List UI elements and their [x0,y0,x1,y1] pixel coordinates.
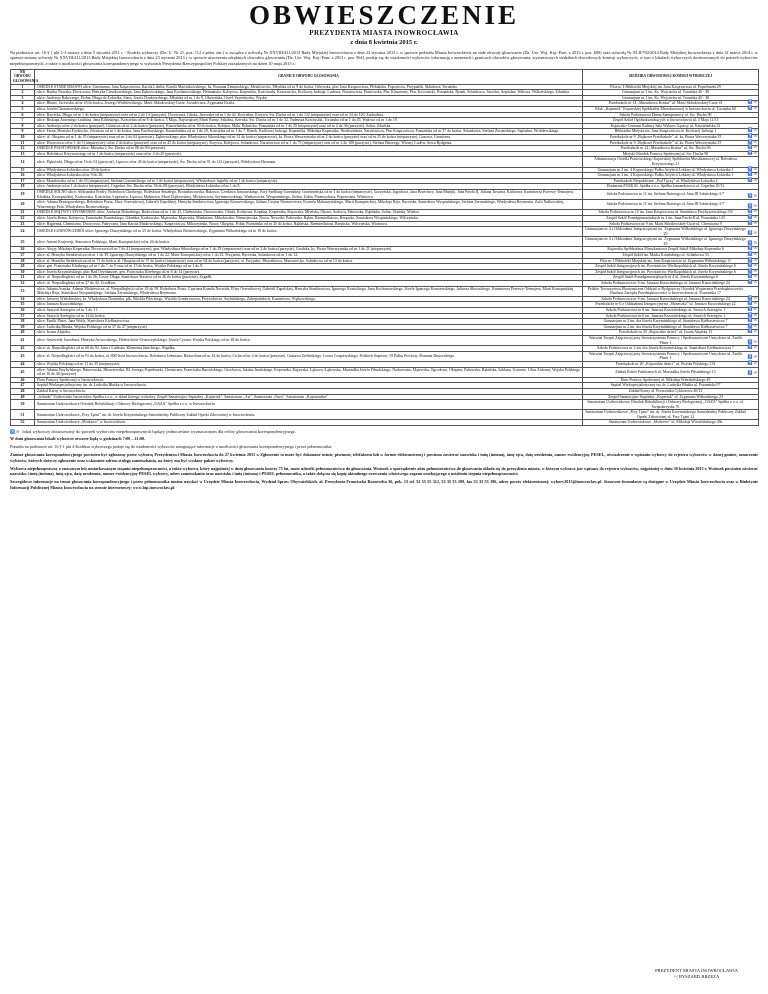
table-row [11,157,759,167]
district-boundaries: ulice: Farna, Henryka Frydrycha, Górnicza od nr 1 do końca, Jana Pawłowskiego, Kasztelańska od nr 1 do 29, Kościelna od nr 1 do 7, Rynek, Królowej Jadwigi, Kopernika, Mikołaja Kopernika, Niedźwiedzia, Narutowicza, Plac Kasprowicza, Poznańska od nr 37 do końca, Solankowa, Stefana Żeromskiego, Szpitalna, Wróblewskiego. [35,129,583,135]
table-body [11,84,759,425]
accessibility-icon: ♿ ✉ [747,208,757,214]
accessibility-icon: ♿ ✉ [747,328,757,334]
header-district-boundaries: GRANICE OBWODU GŁOSOWANIA [35,69,583,84]
district-boundaries: ulica: Bolesława Krzywoustego od nr 1 do końca (nieparzyste) oraz od nr 2 do 20 (parzyste). [35,151,583,157]
commission-seat [583,420,759,426]
district-number: 24 [11,227,35,237]
district-boundaries: OSIEDLE MĄTWY I MYŚMIORZE ulice: Andrzeja Dobrakiego, Budowlana od nr 1 do 43, Chełmińska, Chorzowska, Glinki, Kolejowa, Kopalna, Kopernika, Kujawska, Młyńska, Okrzei, Sodowa, Pakowska, Rąbińska, Solna, Ułańska, Miedza. [35,210,583,216]
table-row [11,400,759,410]
district-number: 8 [11,123,35,129]
district-boundaries: ulice: Adama Asnyka, Adama Mickiewicza, al. Niepodległości od nr 43 do 59, Bolesława Prusa, Cypriana Kamila Norwida, Elizy Orzeszkowej, Gabrieli Zapolskiej, Henryka Sienkiewicza, Ignacego Krasickiego, Jana Kochanowskiego, Józefa Ignacego Kraszewskiego, Juliusza Słowackiego, Kazimierza Przerwy-Tetmajera, Marii Konopnickiej, Mikołaja Reja, Stanisława Wyspiańskiego, Stefana Żeromskiego, Władysława Reymonta. [35,286,583,296]
commission-seat [583,157,759,167]
commission-seat-text: Gimnazjum nr 4 z Oddziałami Integracyjnymi im. Zygmunta Wilkońskiego ul. Ignacego Daszyńskiego 29 [585,227,746,236]
commission-seat-text: Zakład Robót Publicznych ul. Marszałka Józefa Piłsudskiego 13 [615,369,716,374]
district-number: 30 [11,269,35,275]
commission-seat-text: Administracja Osiedla Piastowskiego Kujawskiej Spółdzielni Mieszkaniowej ul. Bolesława Krzywoustego 21 [594,157,737,166]
commission-seat [583,286,759,296]
commission-seat-text: Szkoła Podstawowa nr 11 im. Stefana Batorego ul. Jana III Sobieskiego 5/7 [606,192,725,197]
table-row [11,410,759,420]
accessibility-icon: ♿ ✉ [747,251,757,257]
legend-text: lokal wyborczy dostosowany do potrzeb wyborców niepełnosprawnych będący jednocześnie wyznaczonym dla celów głosowania korespondencyjnego. [22,429,297,435]
commission-seat [583,227,759,237]
accessibility-icon: ♿ ✉ [747,229,757,235]
district-boundaries: OSIEDLE ŁUBNÓW/ZDRÓJ ulice: Ignacego Daszyńskiego od nr 25 do końca, Władysława Broniewskiego, Zygmunta Wilkońskiego od nr 10 do końca. [35,227,583,237]
district-boundaries: Sanatorium Uzdrowiskowe „Przy Tężni” im. dr. Józefa Krzymińskiego Samodzielny Publiczny Zakład Opieki Zdrowotnej w Inowrocławiu. [35,410,583,420]
district-boundaries: ulice: Dąbrówki, Długa od nr 16 do 52 (parzyste), Lipowa od nr 45 do końca (nieparzyste), Św. Ducha od nr 91 do 122 (parzyste), Władysława Hermana. [35,157,583,167]
district-number: 32 [11,281,35,287]
district-number: 17 [11,178,35,184]
table-row [11,335,759,345]
district-boundaries: ulice: Andrzeja od nr 1 do końca (nieparzyste), Cegielna, Św. Ducha od nr 56 do 88 (parzyste), Władysława Łokietka od nr 1 do 8. [35,184,583,190]
commission-seat-text: Kujawsko-Centrum Kultury Sala Wyboru Gąsawy ul. Kasztelańska 22 [610,123,721,128]
accessibility-icon: ♿ ✉ [747,273,757,279]
district-boundaries: ulice: Antoni Krajewsji, Starostwa Polskiego, Marii Konopnickiej od nr 24 do końca. [35,237,583,247]
district-boundaries: ulice: Jaśwery Wielobitskiej, ks. Władysława Dominika, plk. Witolda Pileckiego, Witolda Gombrowicza, Przyrodnicze, Szybińskiego, Zakopiańskich, Kazimierza, Wątkowskiego. [35,296,583,302]
commission-seat-text: Zespół Szkół Ponadgimnazjalnych nr 4 ul. Józefa Krzymińskiego 6 [613,275,718,280]
announcement-date: z dnia 8 kwietnia 2015 r. [350,39,418,46]
accessibility-icon: ♿ ✉ [747,165,757,171]
commission-seat-text: Przedszkole nr 6 z Oddziałami Integracyjnymi „Słoneczko” ul. Janusza Kusocińskiego 22 [595,302,736,307]
commission-seat-text: Filia nr 1 Biblioteki Miejskiej im. Jana Kasprowicza ul. Zygmunta Wilkońskiego 11 [600,258,731,263]
commission-seat-text: Szkoła Podstawowa nr 6 im. Janusza Kusocińskiego ul. Szarych Szeregów 1 [605,313,726,318]
polling-districts-table [10,69,759,426]
district-boundaries: ulice: Błonie, Jacewska od nr 43 do końca, Jerzego Wróblewskiego, Marii Skłodowskiej-Curie, Świadectwa, Zygmunta Krafta. [35,101,583,107]
district-number: 15 [11,167,35,173]
district-boundaries: ulice: Emilii Plater, Jana Wolfa, Stanisława Kiełbasiewicza. [35,319,583,325]
district-number: 42 [11,346,35,352]
accessibility-icon: ♿ ✉ [747,133,757,139]
commission-seat-text: Drukarnia POZKAL Spółka z o.o. Spółka komandytowa ul. Cegielna 10/12 [606,184,725,189]
commission-seat-text: Zespół Szkół Ponadgimnazjalnych nr 2 im. Jana Pawła II ul. Poznańska 143 [606,215,725,220]
commission-seat-text: Przedszkole nr 9 „Bajkowe Przedszkole” ul. ks. Piotra Wawrzyniaka 15 [609,135,722,140]
note-paragraph: Szczegółowe informacje na temat głosowania korespondencyjnego i przez pełnomocnika można uzyskać w Urzędzie Miasta Inowrocławia, Wydział Spraw Obywatelskich, al. Prezydenta Franciszka Roosevelta 36, pok. 13 tel. 52 35 55 312, 52 35 55 209, fax 52 35 55 396, adres poczty elektronicznej: wybory2015@inowroclaw.pl. Stosowne formularze są dostępne w Urzędzie Miasta Inowrocławia oraz w Biuletynie Informacji Publicznej Miasta Inowrocławia na stronie internetowej: www.bip.inowroclaw.pl [10,479,758,490]
commission-seat-text: Gimnazjum nr 3 im. 4 Kujawskiego Pułku Artylerii Lekkiej ul. Władysława Łokietka 1 [597,173,734,178]
district-number: 12 [11,146,35,152]
accessibility-icon: ♿ ✉ [747,279,757,285]
table-header-row [11,69,759,84]
notes-section [10,436,758,490]
district-boundaries: OSIEDLE SOLNO ulice: Aleksandra Fredry, Bolesława Chrobrego, Bolesława Śmiałego, Bronisławowska, Bukowa, Czesława Janczarskiego, Ewy Szelburg-Zarembiny, Gnieźnieńska od nr 1 do końca (nieparzyste), Gorzyńska, Jagodowa, Jana Brzechwy, Jana Matejki, Jana Pawła II, Juliana Tuwima, Kalinowa, Kazimierza Przerwy-Tetmajera, Kłodzka, Konopnickiej, Krakowska, Kościelna, Legionów, Lipowa, Malinowa, Marii Dąbrowskiej, Mickiewicza, Szymanowskiego, Wańkowicza, Wyspiańskiego, Zielna, Żabia, Przemysława, Poprzeczna, Wiśniowa. [35,189,583,199]
district-boundaries: ulice: Bartka Nowaka, Dworcowa, Henryka Cieszkowskiego, Jana Dąbrowskiego, Jana Kochanowskiego, Hetmańska, Kolejowa, Kopernika, Kościuszki, Kruszwicka, Królowej Jadwigi, Ludowa, Narutowicza, Piastowska, Plac Klasztorny, Plac Kościuszki, Poznańska, Rynek, Solankowa, Szeroka, Szpitalna, Wałowa, Wilkońskiego, Zduńska. [35,90,583,96]
accessibility-icon: ♿ ✉ [747,300,757,306]
commission-seat-text: Zespół Szkół Integracyjnych im. Powstańców Wielkopolskich ul. Józefa Krzymińskiego 6 [595,269,736,274]
accessibility-icon: ♿ ✉ [747,344,757,350]
signature-block [655,968,738,980]
district-number: 11 [11,140,35,146]
table-row [11,227,759,237]
district-number: 26 [11,247,35,253]
table-row [11,237,759,247]
district-number: 5 [11,107,35,113]
district-boundaries: ulice: Dworcowa od nr 1 do 5 (nieparzyste), od nr 2 do końca (parzyste) oraz od nr 45 do końca (nieparzyste), Krzywa, Kolejowa, Solankowa, Narutowicza od nr 1 do 75 (nieparzyste) oraz od nr 2 do 100 (parzyste), Stefana Batorego, Wiosny Ludów, Sowa Rydgenta. [35,140,583,146]
district-number: 16 [11,173,35,179]
commission-seat-text: Przedszkole nr 14 „Mazurkowa Kraina” ul. Św. Ducha 90 [620,146,711,151]
accessibility-icon: ♿ ✉ [747,245,757,251]
district-boundaries: ulica: Józefa Chrzanowskiego. [35,107,583,113]
district-boundaries: ulice: Józefa Krzymińskiego, plac Bad Oeynhausen, gen. Franciszka Kleeberga od nr 8 do 14 (parzyste). [35,269,583,275]
accessibility-icon: ♿ ✉ [747,219,757,225]
district-boundaries: ulice: ul. Niepodległości od nr 1 do 26, Cestry Długa, Stanisława Staszica od nr 46 do końca (parzyste), Żegadłi. [35,275,583,281]
table-row [11,351,759,361]
accessibility-icon: ♿ ✉ [747,311,757,317]
district-number: 47 [11,383,35,389]
district-number: 4 [11,101,35,107]
district-boundaries: ulice: Barcicka, Długa od nr 1 do końca (nieparzyste) oraz od nr 2 do 14 (parzyste), Dworcowa, Gliska, Jacewska od nr 1 do 42, Kościelna, Krzywa, Św. Ducha od nr 1 do 122 (nieparzyste) oraz od nr 34 do 120, Zachodnia. [35,112,583,118]
commission-seat-text: Polskie Towarzystwo Ekonomiczne Oddział w Bydgoszczy Ośrodek Wspierania Przedsiębiorczości Fundusz Zarządu Przedsiębiorczości w Inowrocławiu ul. Poznańska 17 [587,286,744,296]
accessibility-icon: ♿ ✉ [747,138,757,144]
accessibility-icon: ♿ ✉ [747,127,757,133]
district-boundaries: ulica: Władysława Łokietka od nr 29 do końca. [35,167,583,173]
commission-seat-text: Szkoła Podstawowa nr 6 im. Janusza Kusocińskiego ul. Janusza Kusocińskiego 24 [601,296,730,301]
district-boundaries: ulice: gen. Franciszka Kleeberga od nr 1 do 7, nr 9 oraz od nr 15 do końca, Wojska Polskiego od nr 1 do 9. [35,264,583,270]
district-number: 20 [11,200,35,210]
district-boundaries: ulice: ul. Niepodległości od nr 27 do 42, Grodków. [35,281,583,287]
district-boundaries: ulice: Bagienna, Chemiczna, Dworcowa, Fabryczna, Jana Karola Matkowskiego, Kasprowicza, Mikorzyńska, Nowa, Okrężna, Polna, Poznańska od nr 45 do końca, Rąbińska, Rzemieślnicza, Rzepicka, Wilczyńska, Wiatrowa. [35,221,583,227]
accessibility-icon: ♿ ✉ [747,171,757,177]
district-number: 21 [11,210,35,216]
commission-seat-text: Przedszkole nr 20 „Kujawskie dzieci” ul. Wojska Polskiego 134 [615,361,716,366]
commission-seat-text: Szkoła Podstawowa Domu Samopomocy ul. Św. Ducha 90 [619,112,712,117]
district-number: 45 [11,367,35,377]
accessibility-icon: ♿ ✉ [747,149,757,155]
district-number: 27 [11,253,35,259]
district-boundaries: ulice: al. Henryka Sienkiewicza od nr 71 do końca, al. Okrężna od nr 37 do końca (nieparzyste) oraz od nr 64 do końca (parzyste), al. Przyjaźni, Bławatkowa, Mazowiecka, Solankowa od nr 13 do końca. [35,258,583,264]
table-row [11,189,759,199]
district-number: 19 [11,189,35,199]
commission-seat-text: Zespół Szkół Ogólnokształcących w Inowrocławiu ul. 3 Maja 11/13 [612,118,719,123]
commission-seat-text: Szkoła Podstawowa nr 6 im. Janusza Kusocińskiego ul. Janusza Kusocińskiego 24 [601,281,730,286]
commission-seat-text: Gimnazjum nr 1 im. Ks. Wojciecha ul. Toruńska 40 - 48 [621,95,710,100]
district-boundaries: ulice: Marulewska od nr 1 do 33 (nieparzyste), Stefana Czarnieckiego od nr 1 do końca (nieparzyste), Władysława Jagiełły od nr 1 do końca (nieparzyste). [35,178,583,184]
commission-seat [583,400,759,410]
district-boundaries: ulice: al. Henryka Sienkiewicza od nr 1 do 39, Ignacego Daszyńskiego od nr 1 do 22, Marii Konopnickiej od nr 1 do 23, Przyjaźni, Rycerska, Solankowa od nr 1 do 12. [35,253,583,259]
district-number: 2 [11,90,35,96]
accessibility-icon: ♿ ✉ [747,354,757,360]
district-number: 40 [11,330,35,336]
commission-seat-text: Szpital Wielospecjalistyczny im. dr. Ludwika Błażka ul. Poznańska 97 [610,383,721,388]
accessibility-icon: ♿ ✉ [747,256,757,262]
accessibility-icon: ♿ ✉ [747,262,757,268]
district-number: 51 [11,410,35,420]
district-number: 23 [11,221,35,227]
announcement-page [10,0,758,979]
commission-seat [583,410,759,420]
district-number: 29 [11,264,35,270]
commission-seat-text: Szkoła Podstawowa nr 11 im. Stefana Batorego ul. Jana III Sobieskiego 5/7 [606,202,725,207]
commission-seat-text: Szkoła Podstawowa nr 10 im. Jana Kasprowicza ul. Stanisława Przybyszewskiego 5/6 [598,210,733,215]
district-boundaries: ulice: ul. Okrężna od nr 1 do 35 (nieparzyste) oraz od nr 2 do 62 (parzyste), Dąbrowskiego, plac Władysława Sikorskiego od nr 31 do końca (nieparzyste), ks. Piotra Wawrzyniaka od nr 2 do końca (parzyste) oraz od nr 23 do końca (nieparzyste), Gazowa, Graniczna. [35,135,583,141]
district-number: 52 [11,420,35,426]
commission-seat-text: Przedszkole nr 20 „Kujawskie dzieci” ul. Iwana Akęteka 13 [618,330,713,335]
district-number: 33 [11,286,35,296]
accessibility-icon: ♿ ✉ [747,213,757,219]
header-district-number: NR OBWODU GŁOSOWANIA [11,69,35,84]
district-boundaries: ulica: Wojska Polskiego od nr 11 do 35 (nieparzyste). [35,361,583,367]
note-paragraph: Wyborca niepełnosprawny o znacznym lub umiarkowanym stopniu niepełnosprawności, a także wyborca, który najpóźniej w dniu głosowania kończy 75 lat, może udzielić pełnomocnictwa do głosowania. Wniosek o sporządzenie aktu pełnomocnictwa do głosowania składa się do prezydenta miasta, w którym wyborca jest wpisany do rejestru wyborców, najpóźniej w dniu 30 kwietnia 2015 r. Wniosek powinien zawierać nazwisko i imię (imiona), imię ojca, datę urodzenia, numer ewidencyjny PESEL wyborcy, adres zamieszkania oraz nazwisko i imię (imiona) i PESEL pełnomocnika, a także dołącza się kopię aktualnego orzeczenia właściwego organu orzekającego o ustaleniu stopnia niepełnosprawności. [10,465,758,477]
signature-name: /-/ RYSZARD BRZEZA [673,974,720,979]
district-number: 28 [11,258,35,264]
district-number: 31 [11,275,35,281]
commission-seat-text: Przedszkole nr 9 „Bajkowe Przedszkole” ul. ks. Piotra Wawrzyniaka 15 [609,140,722,145]
commission-seat [583,351,759,361]
district-boundaries: ulice: Józefa Bema, Kolejowa, Franciszka Prusińskiego, Gdańska, Krakowska, Mątewska, Mątwicka, Miedziana, Mikołowska, Niemojewska, Nowa, Nowotki, Pakowska, Rąbin, Rzemieślnicza, Rzepicka, Stanisława Wyspiańskiego, Wilczyńska. [35,215,583,221]
table-row [11,420,759,426]
accessibility-icon: ♿ ✉ [747,239,757,245]
commission-seat [583,200,759,210]
commission-seat-text: Zespół Sanatoryjno-Szpitalny „Kopernik” ul. Zygmunta Wilkońskiego 23 [608,394,723,399]
district-boundaries: Sanatorium Uzdrowiskowe Ośrodek Rehabilitacji i Odnowy Biologicznej „OAZA” Spółka z o.o. w Inowrocławiu. [35,400,583,410]
district-number: 3 [11,95,35,101]
commission-seat [583,335,759,345]
district-number: 49 [11,394,35,400]
commission-seat-text: Klub „Kopernik” Kujawskiej Spółdzielni Mieszkaniowej w Inowrocławiu ul. Toruńska 60 [595,107,736,112]
accessibility-icon: ♿ ✉ [747,202,757,208]
commission-seat-text: Sanatorium Uzdrowiskowe „Modrzew” ul. Mikołaja Wierzbińskiego 49a [608,420,723,425]
district-number: 13 [11,151,35,157]
commission-seat [583,367,759,377]
district-boundaries: ulica: Szarych Szeregów od nr 1 do 11. [35,308,583,314]
accessibility-icon: ♿ ✉ [747,144,757,150]
district-number: 10 [11,135,35,141]
commission-seat-text: Szkoła Podstawowa nr 2 im. dra Józefa Krzymińskiego ul. Stanisława Kiełbasiewicza 7 [597,346,734,351]
district-number: 35 [11,302,35,308]
accessibility-icon: ♿ ✉ [10,429,20,435]
district-number: 14 [11,157,35,167]
commission-seat-text: Warsztat Terapii Zajęciowej przy Stowarzyszeniu Pomocy i Społecznościom Umysłowo ul. Emilii Plater 1 [588,351,743,361]
district-number: 34 [11,296,35,302]
accessibility-icon: ♿ ✉ [747,105,757,111]
district-number: 46 [11,377,35,383]
district-number: 43 [11,351,35,361]
note-paragraph: W dniu głosowania lokale wyborcze otwarte będą w godzinach 7:00 – 21:00. [10,436,146,442]
district-boundaries: Szpital Wielospecjalistyczny im. dr. Ludwika Błażka w Inowrocławiu. [35,383,583,389]
page-subtitle: PREZYDENTA MIASTA INOWROCŁAWIA [309,29,459,37]
district-boundaries: ulice: Adama Przybylskiego, Batorowska, Błonczewska, Bł. Jerzego Popiełuszki, Chemiczna, Franciszka Barcińskiego, Grochowa, Jakuba Jasińskiego, Kopernika, Kujawska, Łąkowa, Łąkowska, Marszałka Józefa Piłsudskiego, Nadrzeczna, Mątewska, Ogrodowa, Okrężna, Pakowska, Rąbińska, Szklana, Ustronie, Ulica Zielonej, Wojska Polskiego od nr 10 do 46 (parzyste). [35,367,583,377]
table-row [11,286,759,296]
accessibility-icon: ♿ ✉ [747,322,757,328]
district-boundaries: Zakład Karny w Inowrocławiu. [35,388,583,394]
accessibility-icon: ♿ ✉ [747,192,757,198]
commission-seat-text: Przedszkole nr 14 „Mazurkowa Kraina” ul. Marii Skłodowskiej-Curie 41 [608,101,723,106]
table-row [11,200,759,210]
commission-seat-text: Gimnazjum nr 1 im. Ks. Wojciecha ul. Toruńska 40 - 48 [621,90,710,95]
commission-seat-text: Gimnazjum nr 2 im. dra Józefa Krzymińskiego ul. Stanisława Kiełbasiewicza 7 [603,324,728,329]
accessibility-icon: ♿ ✉ [747,294,757,300]
commission-seat-text: Filia nr 4 Biblioteki Miejskiej im. Jana Kasprowicza ul. Popiełuszki 29 [610,84,721,89]
accessibility-icon: ♿ ✉ [747,176,757,182]
commission-seat-text: Sanatorium Uzdrowiskowe „Przy Tężni” im. dr. Józefa Krzymińskiego Samodzielny Publiczny Zakład Opieki Zdrowotnej ul. Przy Tężni 12 [585,410,746,419]
accessibility-icon: ♿ ✉ [747,99,757,105]
district-boundaries: ulice: Andrzeja Rakoczego, Dolna, Długa do Łokietka, Stara, Józefa Dankowskiego, Młyńska od nr 1 do 8, Olsztyńska, Orzeł, Szymborska, Wąska. [35,95,583,101]
accessibility-icon: ♿ ✉ [747,370,757,376]
district-boundaries: ulice: Andrzeja od nr 2 do końca (parzyste), Górnicza od nr 2 do końca (parzyste), Kasztelańska od nr 30 do końca, Kolejna, Mała, Rybnicka, Poznańska od nr 1 do 35 (nieparzyste) oraz od nr 2 do 36 (parzyste), Solna, Zduńska. [35,123,583,129]
legend [10,429,758,434]
district-boundaries: ulice: Biskupa Antoniego Laubitza, Jana Kilińskiego, Kościelna od nr 8 do końca, 3 Maja, Najświętszej Marii Panny, Szkolna, Szeroka, Św. Ducha od nr 1 do 32, Tadeusza Kościuszki, Toruńska od nr 1 do 45, Wałowa od nr 1 do 19. [35,118,583,124]
district-number: 50 [11,400,35,410]
note-paragraph: Zamiar głosowania korespondencyjnego powinien być zgłoszony przez wyborcę Prezydentowi Miasta Inowrocławia do 27 kwietnia 2015 r. Zgłoszenie to może być dokonane ustnie, pisemnie, telefaksem lub w formie elektronicznej i powinno zawierać nazwisko i imię (imiona), imię ojca, datę urodzenia, numer ewidencyjny PESEL, oświadczenie o wpisaniu wyborcy do rejestru wyborców w danej gminie, oznaczenie wyborów, których dotyczy zgłoszenie oraz wskazanie adresu stałego zamieszkania, na który ma być wysłany pakiet wyborczy. [10,452,758,463]
district-boundaries: Dom Pomocy Społecznej w Inowrocławiu. [35,377,583,383]
commission-seat-text: Sanatorium Uzdrowiskowe Ośrodek Rehabilitacji i Odnowy Biologicznej „OAZA” Spółka z o.o. ul. Świętokrzyska 76 [587,400,744,409]
signature-title: PREZYDENT MIASTA INOWROCŁAWIA [655,968,738,973]
commission-seat-text: Zespół Szkół im. Marka Kotańskiego ul. Solankowa 33 [622,253,709,258]
district-number: 36 [11,308,35,314]
district-boundaries: ulica: Szarych Szeregów od nr 12 do końca. [35,313,583,319]
district-boundaries: ulice: Adama Drzazgowskiego, Bolesława Prusa, Elizy Orzeszkowej, Gabrieli Zapolskiej, Henryka Sienkiewicza, Ignacego Kraszewskiego, Juliana Ursyna Niemcewicza, Kornela Makuszyńskiego, Marii Konopnickiej, Mikołaja Reja, Rycerska, Stanisława Wyspiańskiego, Stefana Żeromskiego, Władysława Reymonta, Zofii Nałkowskiej, Wincentego Pola, Władysława Broniewskiego. [35,200,583,210]
district-number: 22 [11,215,35,221]
commission-seat-text: Zakład Karny ul. Porucznika Cyklonowa 40/12 [628,388,703,393]
district-boundaries: ulice: ul. Niepodległości od nr 60 do 92, Jana z Ludzska, Klemensa Janickiego, Wapiłka. [35,346,583,352]
district-boundaries: ulice: Gniewieły Jarosława, Henryka Arctowskiego, Hiderichtów-Gruszczyńskiego, Józefa Cyrana, Wojska Polskiego od nr 48 do końca. [35,335,583,345]
accessibility-icon: ♿ ✉ [747,359,757,365]
commission-seat-text: Gimnazjum nr 2 im. dra Józefa Krzymińskiego ul. Stanisława Kiełbasiewicza 7 [603,319,728,324]
district-boundaries: OSIEDLE PIASTOWSKIE ulice: Mieszka I, Św. Ducha od nr 88 do 90 (parzyste). [35,146,583,152]
district-boundaries: ulica: Iwana Akęteka. [35,330,583,336]
note-paragraph: Ponadto na podstawie art. 16 § 1 pkt 4 Kodeksu wyborczego podaje się do wiadomości wyborców następujące informacje o możliwości głosowania korespondencyjnego i przez pełnomocnika: [10,444,333,450]
district-number: 38 [11,319,35,325]
district-number: 39 [11,324,35,330]
district-boundaries: „Solanki” Uzdrowisko Inowrocław Spółka z o.o., w skład którego wchodzą: Zespół Sanatoryjno-Szpitalny „Kopernik”, Sanatorium „Ası”, Sanatorium „Oaza”, Sanatorium „Kujawianka”. [35,394,583,400]
district-boundaries: ulice: Ludwika Bluska, Wojska Polskiego od nr 37 do 47 (nieparzyste). [35,324,583,330]
commission-seat-text: Dom Pomocy Społecznej ul. Mikołaja Wierzbińskiego 49 [620,377,711,382]
accessibility-icon: ♿ ✉ [747,306,757,312]
district-number: 25 [11,237,35,247]
commission-seat-text: Gimnazjum nr 3 im. 4 Kujawskiego Pułku Artylerii Lekkiej ul. Władysława Łokietka 1 [597,167,734,172]
commission-seat-text: Warsztat Terapii Zajęciowej przy Stowarzyszeniu Pomocy i Społecznościom Umysłowo ul. Emilii Plater 1 [588,335,743,345]
district-number: 41 [11,335,35,345]
intro-paragraph: Na podstawie art. 16 § 1 pkt 1-3 ustawy z dnia 5 stycznia 2011 r. - Kodeks wyborczy (Dz. U. Nr 21, poz. 112 z późn. zm.) w związku z uchwałą Nr XXVIII/411/2013 Rady Miejskiej Inowrocławia z dnia 23 stycznia 2013 r. w sprawie podziału Miasta Inowrocławia na stałe obwody głosowania (Dz. Urz. Woj. Kuj.-Pom. z 2013 r. poz. 600) oraz uchwałą Nr XLII/702/2014 Rady Miejskiej Inowrocławia z dnia 31 marca 2014 r. w sprawie zmiany uchwały Nr XXVIII/411/2013 Rady Miejskiej Inowrocławia z dnia 23 stycznia 2013 r. w sprawie utworzenia odrębnych obwodów głosowania (Dz. Urz. Woj. Kuj.-Pom. z 2013 r. poz. 964), podaje się do wiadomości wyborców informację o numerach i granicach obwodów głosowania, wyznaczonych siedzibach obwodowych komisji wyborczych, w tym o lokalach wyborczych dostosowanych do potrzeb wyborców niepełnosprawnych, a także o możliwości głosowania korespondencyjnego w wyborach Prezydenta Rzeczypospolitej Polskiej zarządzonych na dzień 10 maja 2015 r.: [10,50,758,66]
commission-seat [583,189,759,199]
accessibility-icon: ♿ ✉ [747,267,757,273]
district-boundaries: OSIEDLE STARE MIASTO ulice: Cmentarna, Jana Kasprowicza, Karola Libelta, Karola Marcinkowskiego, ks. Romana Zientarskiego, Metalowców, Młyńska od nr 9 do końca, Orłowska, plac Jana Kasprowicza, Plebańska, Popowicza, Przypadek, Składowa, Toruńska. [35,84,583,90]
district-number: 7 [11,118,35,124]
commission-seat-text: Kujawska Spółdzielnia Mieszkaniowa Zespół Szkół Mikołaja Kopernika 6 [607,247,724,252]
header-commission-seat: SIEDZIBA OBWODOWEJ KOMISJI WYBORCZEJ [583,69,759,84]
commission-seat-text: Zespół Szkół Integracyjnych im. Powstańców Wielkopolskich ul. Józefa Krzymińskiego 6 [595,264,736,269]
table-row [11,367,759,377]
district-number: 9 [11,129,35,135]
district-number: 1 [11,84,35,90]
commission-seat-text: Przedszkole Niepubliczne „Pod Tęczą” ul. Władysława Łokietka 2 [613,178,718,183]
commission-seat-text: Gimnazjum nr 4 z Oddziałami Integracyjnymi im. Zygmunta Wilkońskiego ul. Ignacego Daszyńskiego 29 [585,237,746,246]
district-boundaries: Sanatorium Uzdrowiskowe „Modrzew” w Inowrocławiu. [35,420,583,426]
district-number: 44 [11,361,35,367]
commission-seat-text: Biblioteka Miejska im. Jana Kasprowicza ul. Królowej Jadwigi 1 [614,129,717,134]
commission-seat [583,237,759,247]
commission-seat-text: Miejski Ośrodek Pomocy Społecznej ul. Św. Ducha 90 [622,151,709,156]
district-number: 6 [11,112,35,118]
district-number: 48 [11,388,35,394]
district-boundaries: ulica: Janusza Kusocińskiego. [35,302,583,308]
district-number: 37 [11,313,35,319]
district-boundaries: ulica: Władysława Łokietka od nr 9 do 28. [35,173,583,179]
accessibility-icon: ♿ ✉ [747,338,757,344]
accessibility-icon: ♿ ✉ [747,317,757,323]
page-title: OBWIESZCZENIE [248,0,520,30]
district-boundaries: ulice: Alojzy Mikołaja Kopernika, Dworcowa od nr 7 do 41 (nieparzyste), gen. Władysława Sikorskiego od nr 1 do 29 (nieparzyste) oraz od nr 2 do końca (parzyste), Grodzka, ks. Piotra Wawrzyniaka od nr 1 do 21 (nieparzyste). [35,247,583,253]
commission-seat-text: Szkoła Podstawowa nr 9 im. Marii Skłodowskiej-Curie ul. Chemiczna 9 [609,221,722,226]
commission-seat-text: Szkoła Podstawowa nr 6 im. Janusza Kusocińskiego ul. Szarych Szeregów 1 [605,308,726,313]
district-number: 18 [11,184,35,190]
district-boundaries: ulice: al. Niepodległości od nr 93 do końca, al. 800-lecia Inowrocławia, Bolesława Leśmiana, Budowlana od nr 44 do końca, Cicha od nr 2 do końca (parzyste), Gustawa Zielińskiego, Leona Czapiewskiego, Polskich Saperów, 59 Pułku Piechoty, Romana Dmowskiego. [35,351,583,361]
